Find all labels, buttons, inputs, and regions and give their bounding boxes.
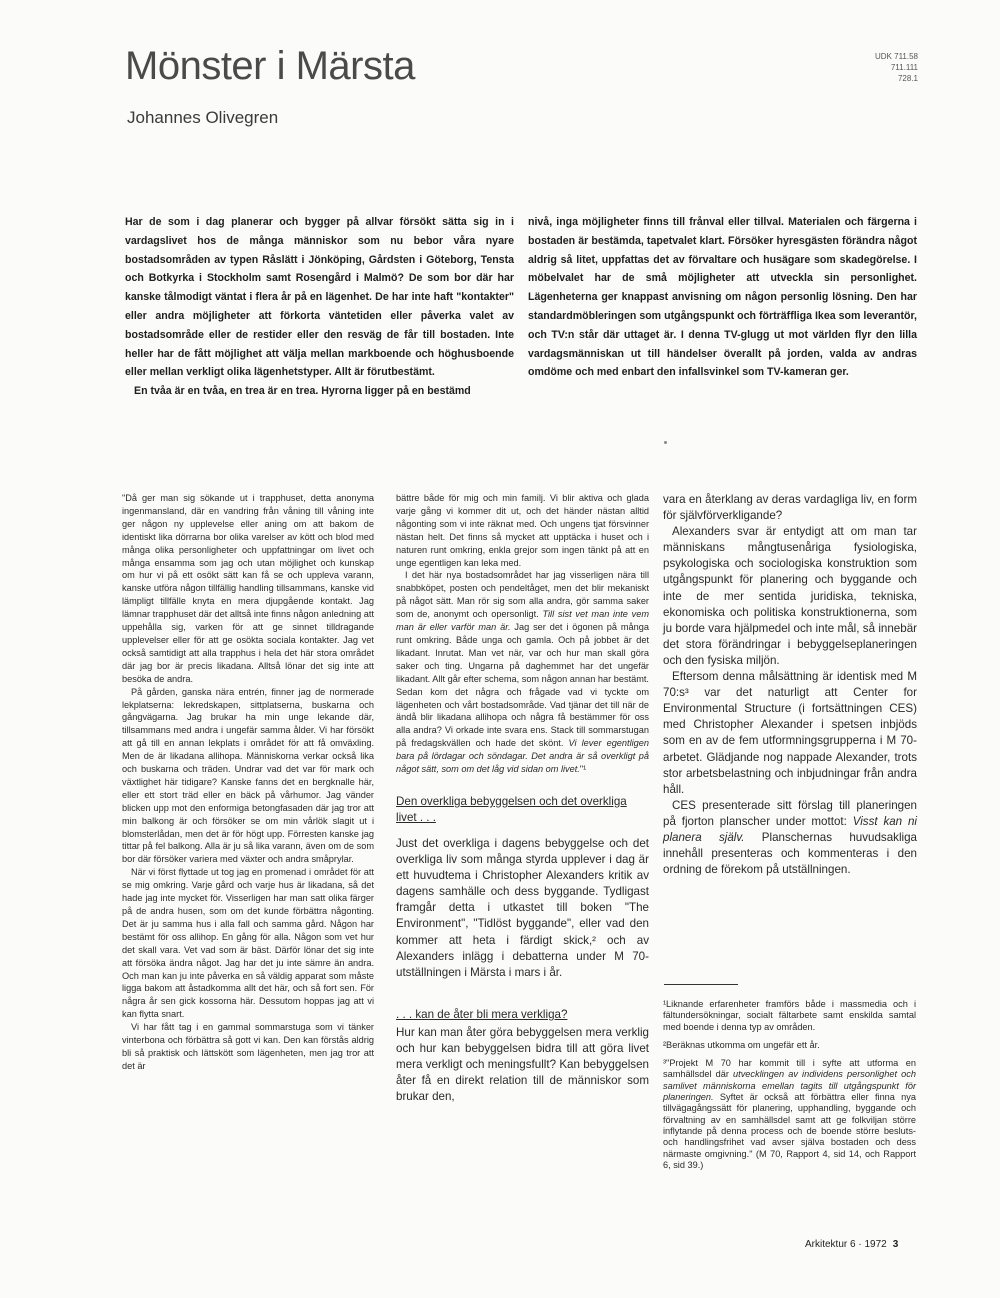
footnote-divider [664, 984, 738, 985]
body-paragraph: Hur kan man åter göra bebyggelsen mera verklig och hur kan bebyggelsen bidra till att göra livet mera verkligt och meningsfullt? Kan bebyggelsen åter få en direkt relation till de människor som brukar den, [396, 1025, 649, 1104]
lead-paragraph: Har de som i dag planerar och bygger på allvar försökt sätta sig in i vardagslivet hos de många människor som nu bebor våra nyare bostadsområden av typen Råslätt i Jönköping, Gårdsten i Göteborg, Tensta och Botkyrka i Stockholm samt Rosengård i Malmö? De som bor där har kanske tålmodigt väntat i flera år på en lägenhet. De har inte haft "kontakter" eller andra möjligheter att förkorta väntetiden eller påverka valet av bostadsområde eller de restider eller den resväg de får till bostaden. Inte heller har de fått möjlighet att välja mellan markboende och höghusboende eller mellan verkligt olika lägenhetstyper. Allt är förutbestämt. [125, 216, 514, 379]
body-column-3 [663, 492, 917, 878]
body-paragraph: vara en återklang av deras vardagliga liv, en form för självförverkligande? [663, 493, 917, 523]
section-heading-unreal: Den overkliga bebyggelsen och det overkliga livet . . . [396, 794, 627, 824]
quote-paragraph: När vi först flyttade ut tog jag en promenad i området för att se mig omkring. Varje gård och varje hus är likadana, så det hade jag inte mycket för. Visserligen har man satt olika färger på de andra husen, som om det kunde förbättra någonting. Det är ju samma hus i alla fall och samma gård. Någon har bestämt för oss allihop. En gång för alla. Någon som vet hur det skall vara. Vet vad som är bäst. Därför lönar det sig inte att försöka ändra något. Jag har det ju inte sämre än andra. Och man kan ju inte påverka en så väldig apparat som måste ligga bakom att åstadkomma allt det här, och så fort sen. För några år sen gick kossorna här. Dessutom hoppas jag att vi kan flytta snart. [122, 867, 374, 1020]
lead-paragraph: En tvåa är en tvåa, en trea är en trea. Hyrorna ligger på en bestämd [134, 385, 471, 398]
quote-continuation [396, 492, 649, 776]
footnote-italic: utvecklingen av individens personlighet och samlivet människorna emellan tagits till utgångspunkt för planeringen. [663, 1069, 916, 1103]
motto-italic: Visst kan ni planera själv. [663, 814, 917, 844]
lead-column-right [528, 213, 917, 382]
footnotes [663, 999, 916, 1178]
speck-mark [664, 441, 667, 444]
footnote-ref: "¹ [579, 764, 587, 775]
udc-line: UDK 711.58 [875, 52, 918, 61]
journal-issue: Arkitektur 6 · 1972 [805, 1239, 887, 1250]
lead-paragraph: nivå, inga möjligheter finns till frånval eller tillval. Materialen och färgerna i bostaden är bestämda, tapetvalet klart. Försöker hyresgästen förändra något aldrig så litet, uppfattas det av förvaltare och husägare som skadegörelse. I möbelvalet har de små möjligheter att utveckla sin personlighet. Lägenheterna ger knappast anvisning om någon personlig lösning. Den har standardmöbleringen som utgångspunkt och förträffliga Ikea som leverantör, och TV:n står där uttaget är. I denna TV-glugg ut mot världen flyr den lilla vardagsmänniskan ut till händelser överallt på jorden, valda av andras omdöme och med enbart den infallsvinkel som TV-kameran ger. [528, 216, 917, 379]
udc-line: 711.111 [890, 63, 918, 72]
footnote-text: ³"Projekt M 70 har kommit till i syfte att utforma en samhällsdel där [663, 1058, 916, 1080]
quote-italic: Till sist vet man inte vem man är eller varför man är. [396, 609, 649, 633]
quote-text: Jag ser det i ögonen på många runt omkring. Både unga och gamla. Och på jobbet är det likadant. Inrutat. Man vet när, var och hur man skall göra saker och ting. Ungarna på daghemmet har det ungefär likadant. Allt går efter schema, som någon annan har bestämt. Sedan kom det några och frågade vad vi tyckte om lägenheten och vårt bostadsområde. Vad tjänar det till när de ändå blir likadana allihopa och några få bestämmer för oss alla andra? Vi orkade inte svara ens. Stack till sommarstugan på fredagskvällen och hade det skönt. [396, 622, 649, 749]
footnote: ²Beräknas utkomma om ungefär ett år. [663, 1039, 820, 1050]
quote-paragraph: På gården, ganska nära entrén, finner jag de normerade lekplatserna: lekredskapen, sittplatserna, buskarna och gångvägarna. Jag brukar ha min unge lekande där, tillsammans med andra i ungefär samma ålder. Vi har försökt att gå till en annan lekplats i området för att få omväxling. Men de är likadana allihopa. Människorna verkar också lika och buskarna och träden. Undrar vad det var för mark och växtlighet här tidigare? Kanske fanns det en bergknalle här, eller ett stort träd eller en bäck på vårhumor. Jag vänder blicken upp mot den enformiga betongfasaden där jag tror att min balkong är och försöker se om min vårlök slagit ut i blomsterlådan, men det är för högt upp. Förresten kanske jag tittar på fel balkong. Alla är ju så lika varann, även om de som bor där försöker variera med växter och andra småprylar. [122, 686, 374, 865]
udc-classification [828, 51, 918, 84]
lead-column-left [125, 213, 514, 401]
quote-column-1 [122, 492, 374, 1073]
quote-paragraph: Vi har fått tag i en gammal sommarstuga som vi tänker vinterbona och förbättra så gott vi kan. Den kan förstås aldrig bli så praktisk och lättskött som lägenheten, men jag tror att det är [122, 1022, 374, 1071]
article-title: Mönster i Märsta [125, 44, 415, 88]
footnote: ¹Liknande erfarenheter framförs både i massmedia och i fältundersökningar, socialt fältarbete samt enskilda samtal med boende i denna typ av områden. [663, 999, 916, 1032]
quote-text: I det här nya bostadsområdet har jag visserligen nära till snabbköpet, posten och pendeltåget, men det blir mekaniskt på något sätt. Man rör sig som alla andra, gör samma saker som de, anonymt och opersonligt. [396, 570, 649, 620]
quote-paragraph: bättre både för mig och min familj. Vi blir aktiva och glada varje gång vi kommer dit ut, och det händer nästan alltid någonting som vi inte räknat med. Och ungens tjat försvinner nästan helt. Det finns så mycket att upptäcka i huset och i naturen runt omkring, enkla grejor som ingen tänkt på att en unge egentligen kan leka med. [396, 493, 649, 568]
body-text: CES presenterade sitt förslag till planeringen på fjorton planscher under mottot: [663, 798, 917, 828]
section-body [396, 1025, 649, 1105]
quote-paragraph [396, 569, 649, 776]
body-paragraph: Alexanders svar är entydigt att om man tar människans mångtusenåriga fysiologiska, psykologiska och sociologiska konstruktion som utgångspunkt för planering och byggande och inte de mer sentida juridiska, tekniska, ekonomiska och politiska konstruktionerna, som ju borde vara hjälpmedel och inte mål, så innebär det stora förändringar i bebyggelseplaneringen och den fysiska miljön. [663, 525, 917, 667]
author-name: Johannes Olivegren [127, 108, 279, 127]
section-body [396, 836, 649, 981]
footnote [663, 1058, 916, 1171]
body-text: Planschernas huvudsakliga innehåll presenteras och kommenteras i den ordning de förekom på utställningen. [663, 830, 917, 877]
body-column-2 [396, 492, 649, 1105]
body-paragraph: Eftersom denna målsättning är identisk med M 70:s³ var det naturligt att Center for Environmental Structure (i fortsättningen CES) med Christopher Alexander i spetsen inbjöds som en av de fem utformningsgrupperna i M 70-arbetet. Glädjande nog nappade Alexander, trots stor arbetsbelastning och inbjudningar från andra håll. [663, 670, 917, 796]
body-paragraph: Just det overkliga i dagens bebyggelse och det overkliga liv som många styrda upplever i dag är ett huvudtema i Christopher Alexanders kritik av dagens samhälle och dess byggande. Tydligast framgår detta i utkastet till boken "The Environment", "Tidlöst byggande", eller vad den kommer att heta i färdigt skick,² och av Alexanders inlägg i debatterna under M 70-utställningen i Märsta i mars i år. [396, 836, 649, 979]
footnote-text: Syftet är också att förbättra eller finna nya tillvägagångssätt för planering, upphandling, byggande och förvaltning av en samhällsdel samt att ge folkviljan större inflytande på denna process och de boende större besluts- och handlingsfrihet vad avser själva bostaden och dess närmaste omgivning." (M 70, Rapport 4, sid 14, och Rapport 6, sid 39.) [663, 1092, 916, 1170]
page-number: 3 [892, 1239, 899, 1250]
page-footer [805, 1239, 898, 1250]
quote-italic: Vi lever egentligen bara på lördagar och söndagar. Det andra är så overkligt på något sätt, som om det låg vid sidan om livet. [396, 738, 649, 775]
body-paragraph [663, 798, 917, 878]
udc-line: 728.1 [897, 74, 918, 83]
quote-paragraph: "Då ger man sig sökande ut i trapphuset, detta anonyma ingenmansland, där en vandring från våning till våning inte ger någon ny upplevelse eller aning om att bakom de identiskt lika dörrarna bor olika varelser av kött och blod med många olika personligheter och uppfattningar om livet och många ensamma som jag och utan möjlighet och kunskap om hur vi på ett osökt sätt kan få se och uppleva varann, kanske utföra någon tillfällig handling tillsammans, kanske vid lämpligt tillfälle knyta en mera djupgående kontakt. Jag lämnar trapphuset där det alltså inte finns någon anledning att uppehålla sig, varken för att ge sinnet tilldragande upplevelser eller för att ge osökta sociala kontakter. Jag vet också samtidigt att alla trapphus i hela det här stora området där jag bor är precis likadana. Alltså lönar det sig inte att besöka de andra. [122, 493, 374, 684]
section-heading-real: . . . kan de åter bli mera verkliga? [396, 1007, 568, 1021]
